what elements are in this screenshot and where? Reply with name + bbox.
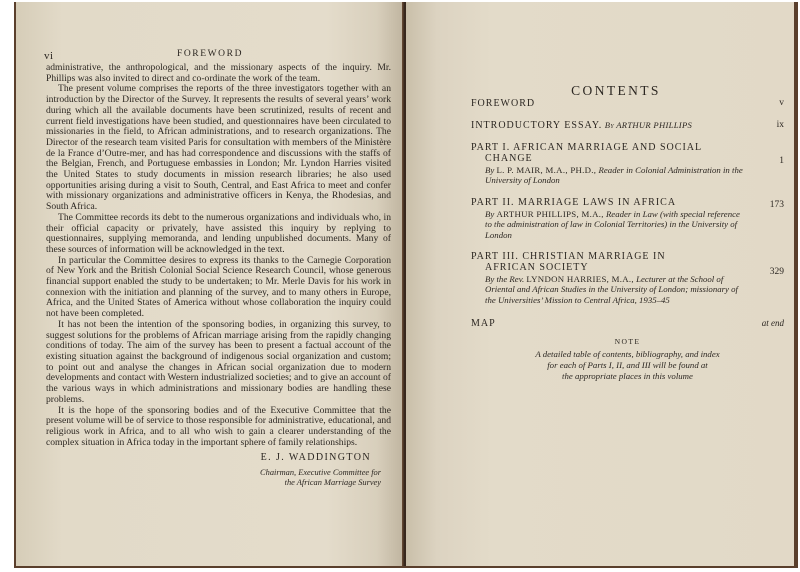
toc-entry-author: By L. P. MAIR, M.A., PH.D., Reader in Colonial Administration in the University of London [485,165,743,186]
right-page-contents [406,2,794,566]
toc-entry-label: CHANGE [485,153,533,164]
contents-title: CONTENTS [571,83,661,98]
toc-entry-part-3[interactable] [471,251,784,305]
toc-entry-label: PART III. CHRISTIAN MARRIAGE IN [471,251,666,263]
foreword-body [46,63,391,488]
contents-note [471,337,784,382]
paragraph: It is the hope of the sponsoring bodies and of the Executive Committee that the present volume will be of service to those responsible for administrative, educational, and religious work in Africa, and to all who wish to gain a clearer understanding of the complex situation in Africa today in the important sphere of family relationships. [46,404,391,448]
toc-page-number: v [779,98,784,108]
toc-entry-introductory-essay[interactable] [471,120,784,131]
toc-entry-foreword[interactable] [471,98,784,109]
toc-entry-part-1[interactable] [471,142,784,186]
signature-title [46,468,391,488]
running-head: FOREWORD [176,49,244,59]
toc-entry-author: By ARTHUR PHILLIPS [604,120,693,130]
paragraph: The Committee records its debt to the numerous organizations and individuals who, in their official capacity or privately, have assisted this inquiry by replying to questionnaires, supplying memoranda, and lending unpublished documents. Many of these sources of information will be acknowledged in the text. [46,211,391,255]
toc-page-number: 173 [769,199,784,210]
toc-page-number: ix [776,120,784,130]
signature-title-line: Chairman, Executive Committee for [260,468,381,478]
toc-entry-map[interactable] [471,318,784,329]
toc-entry-label: PART I. AFRICAN MARRIAGE AND SOCIAL [471,142,703,153]
page-number: vi [44,50,54,62]
left-page-foreword [16,2,404,566]
toc-entry-label: FOREWORD [471,98,536,109]
toc-entry-label: PART II. MARRIAGE LAWS IN AFRICA [471,196,677,208]
open-book [14,2,798,568]
note-text: A detailed table of contents, bibliography, and index for each of Parts I, II, and III will be found at the appropriate places in this volume [535,349,720,382]
signature-name: E. J. WADDINGTON [260,452,371,464]
toc-entry-label: AFRICAN SOCIETY [485,262,589,274]
paragraph: In particular the Committee desires to express its thanks to the Carnegie Corporation of New York and the British Colonial Social Science Research Council, whose generous financial support enabled the study to be undertaken; to Mr. Merle Davis for his work in connexion with the initiation and planning of the survey, and to many others in Europe, Africa, and the United States of America without whose collaboration the inquiry could not have been completed. [46,254,391,320]
toc-entry-label: INTRODUCTORY ESSAY. [471,120,603,131]
toc-page-number: 1 [779,156,784,166]
toc-entry-author: By the Rev. LYNDON HARRIES, M.A., Lecturer at the School of Oriental and African Studies in the University of London; missionary of the Universities’ Mission to Central Africa, 1935–45 [485,274,738,305]
paragraph: It has not been the intention of the sponsoring bodies, in organizing this survey, to suggest solutions for the problems of African marriage arising from the rapidly changing conditions of today. The aim of the survey has been to present a factual account of the existing situation against the background of indigenous social organization and custom; to point out and analyse the changes in African social organization due to modern developments and contact with Western industrialized societies; and to give an account of the various ways in which administrations and missionary bodies are handling these problems. [46,318,391,405]
toc-entry-part-2[interactable] [471,197,784,240]
toc-entry-author: By ARTHUR PHILLIPS, M.A., Reader in Law (with special reference to the administration of law in Colonial Territories) in the University of London [485,208,740,240]
paragraph: administrative, the anthropological, and the missionary aspects of the inquiry. Mr. Phillips was also invited to direct and co-ordinate the work of the team. [46,62,391,84]
table-of-contents [471,98,784,382]
toc-entry-label: MAP [471,318,496,330]
paragraph: The present volume comprises the reports of the three investigators together with an introduction by the Director of the Survey. It represents the results of several years’ work during which all the available documents have been scrutinized, results of recent and current field investigations have been studied, and questionnaires have been circulated to missionaries in the field, to African administrations, and to research organizations. The Director of the research team visited Paris for consultation with members of the Ministère de la France d’Outre-mer, and has had correspondence and discussions with the staffs of the Belgian, French, and Portuguese embassies in London; Mr. Lyndon Harries visited the United States to study documents in mission research libraries; he also used opportunities arising during a visit to South, Central, and East Africa to meet and confer with missionary organizations and administrative officers in Kenya, the Rhodesias, and South Africa. [46,83,392,213]
signature-title-line: the African Marriage Survey [284,478,381,488]
toc-page-number: at end [761,318,784,329]
note-heading: NOTE [614,337,641,347]
toc-page-number: 329 [769,267,784,278]
